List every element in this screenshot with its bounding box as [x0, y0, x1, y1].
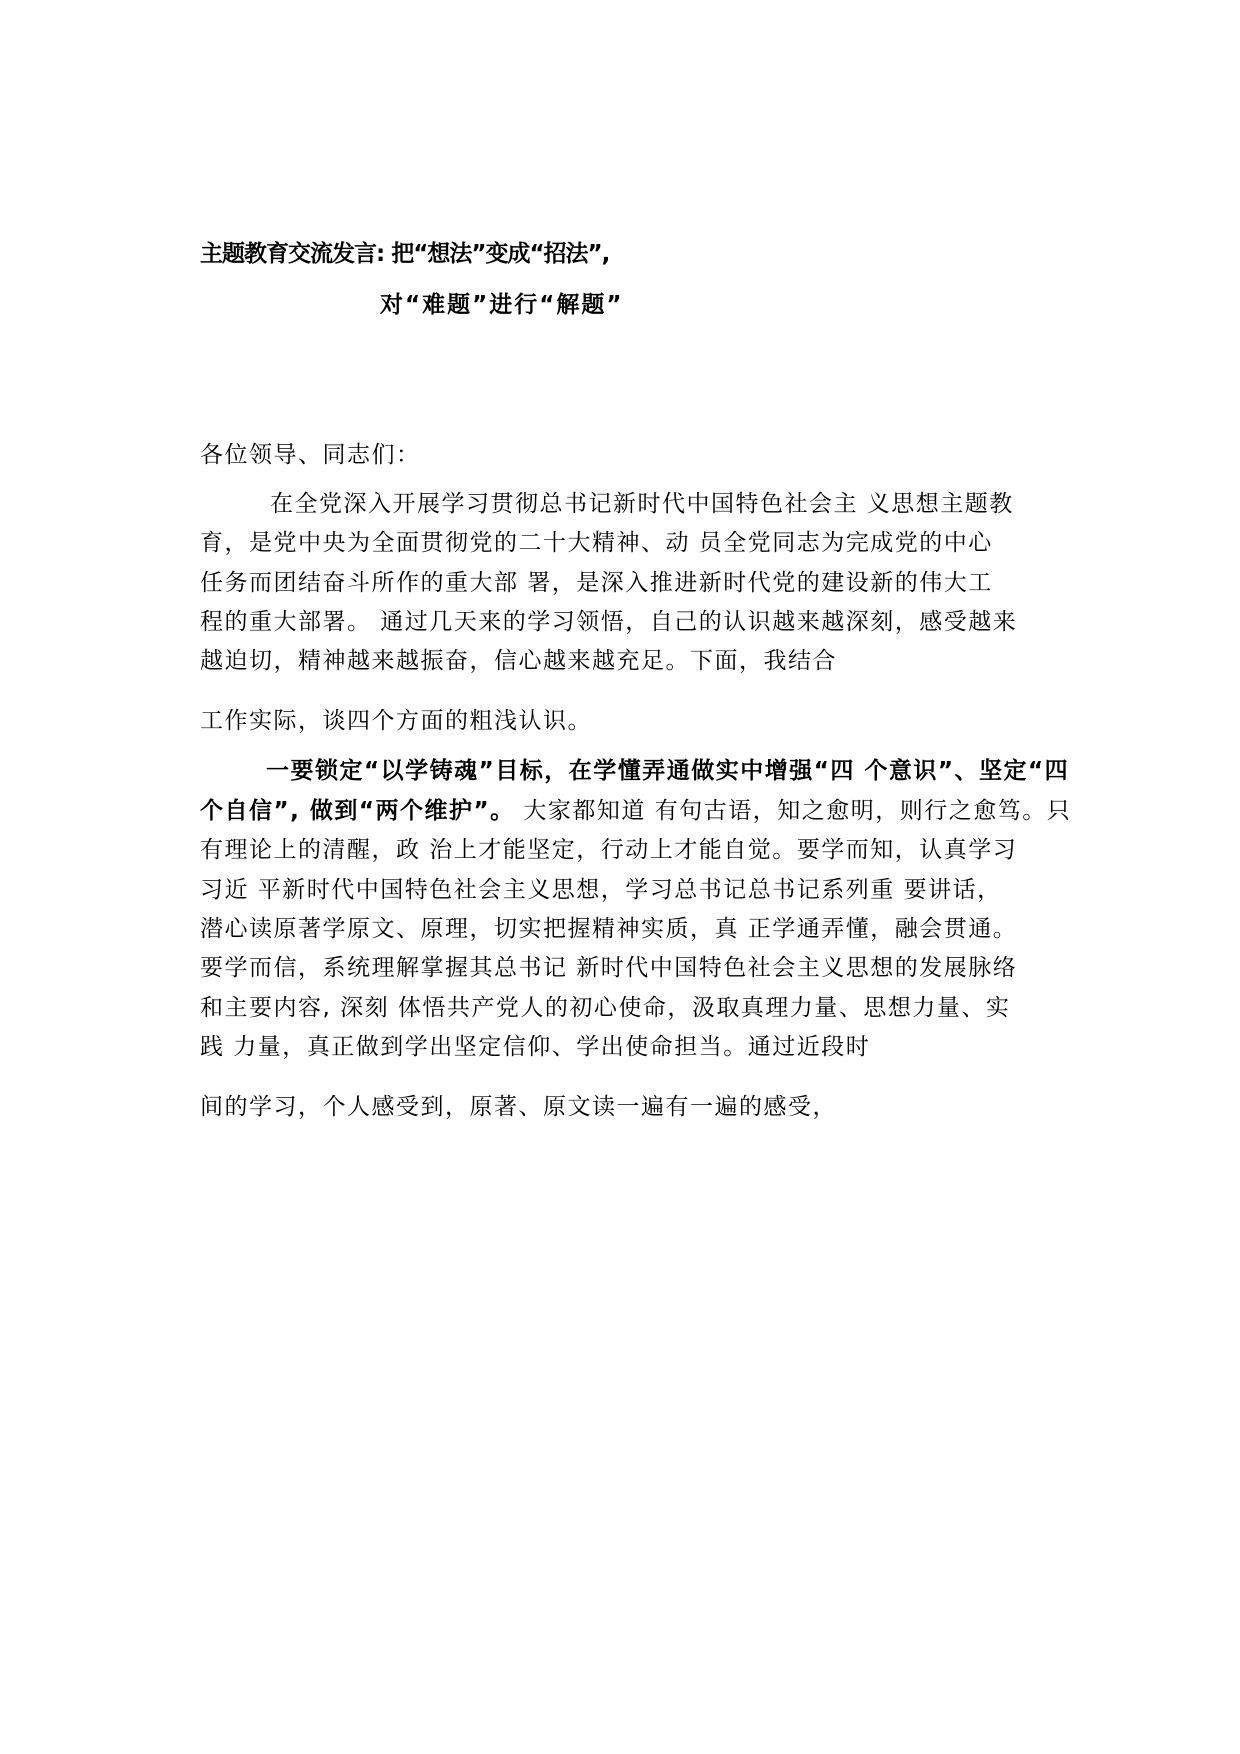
- paragraph-1-line-5: 越迫切，精神越来越振奋，信心越来越充足。下面，我结合: [200, 648, 837, 674]
- paragraph-2-line-1: 一要锁定“以学铸魂”目标，在学懂弄通做实中增强“四 个意识”、坚定“四: [266, 758, 1070, 784]
- paragraph-2-line-2: [200, 796, 1071, 826]
- paragraph-1-tail: 工作实际，谈四个方面的粗浅认识。: [200, 708, 592, 734]
- paragraph-2-tail: 间的学习，个人感受到，原著、原文读一遍有一遍的感受，: [200, 1094, 837, 1120]
- paragraph-1-line-1: 在全党深入开展学习贯彻总书记新时代中国特色社会主 义思想主题教: [270, 491, 1014, 517]
- title-line-1: 主题教育交流发言: 把“想法”变成“招法”,: [200, 241, 610, 267]
- paragraph-2-line-3: 有理论上的清醒，政 治上才能坚定，行动上才能自觉。要学而知，认真学习: [200, 837, 1018, 863]
- paragraph-1-line-3: 任务而团结奋斗所作的重大部 署，是深入推进新时代党的建设新的伟大工: [200, 570, 993, 596]
- salutation: 各位领导、同志们：: [200, 442, 421, 468]
- paragraph-2-line-4: 习近 平新时代中国特色社会主义思想，学习总书记总书记系列重 要讲话，: [200, 877, 1002, 903]
- paragraph-2-line-7: 和主要内容, 深刻 体悟共产党人的初心使命，汲取真理力量、思想力量、实: [200, 995, 1011, 1021]
- title-line-2: 对“难题”进行“解题”: [380, 292, 624, 318]
- paragraph-2-body-start: 大家都知道 有句古语，知之愈明，则行之愈笃。只: [514, 798, 1072, 824]
- paragraph-2-line-6: 要学而信，系统理解掌握其总书记 新时代中国特色社会主义思想的发展脉络: [200, 955, 1018, 981]
- paragraph-2-line-5: 潜心读原著学原文、原理，切实把握精神实质，真 正学通弄懂，融会贯通。: [200, 916, 1018, 942]
- paragraph-1-line-4: 程的重大部署。 通过几天来的学习领悟，自己的认识越来越深刻，感受越来: [200, 609, 1018, 635]
- paragraph-2-line-8: 践 力量，真正做到学出坚定信仰、学出使命担当。通过近段时: [200, 1034, 871, 1060]
- paragraph-2-heading-end: 个自信”, 做到“两个维护”。: [200, 798, 515, 824]
- paragraph-1-line-2: 育，是党中央为全面贯彻党的二十大精神、动 员全党同志为完成党的中心: [200, 530, 993, 556]
